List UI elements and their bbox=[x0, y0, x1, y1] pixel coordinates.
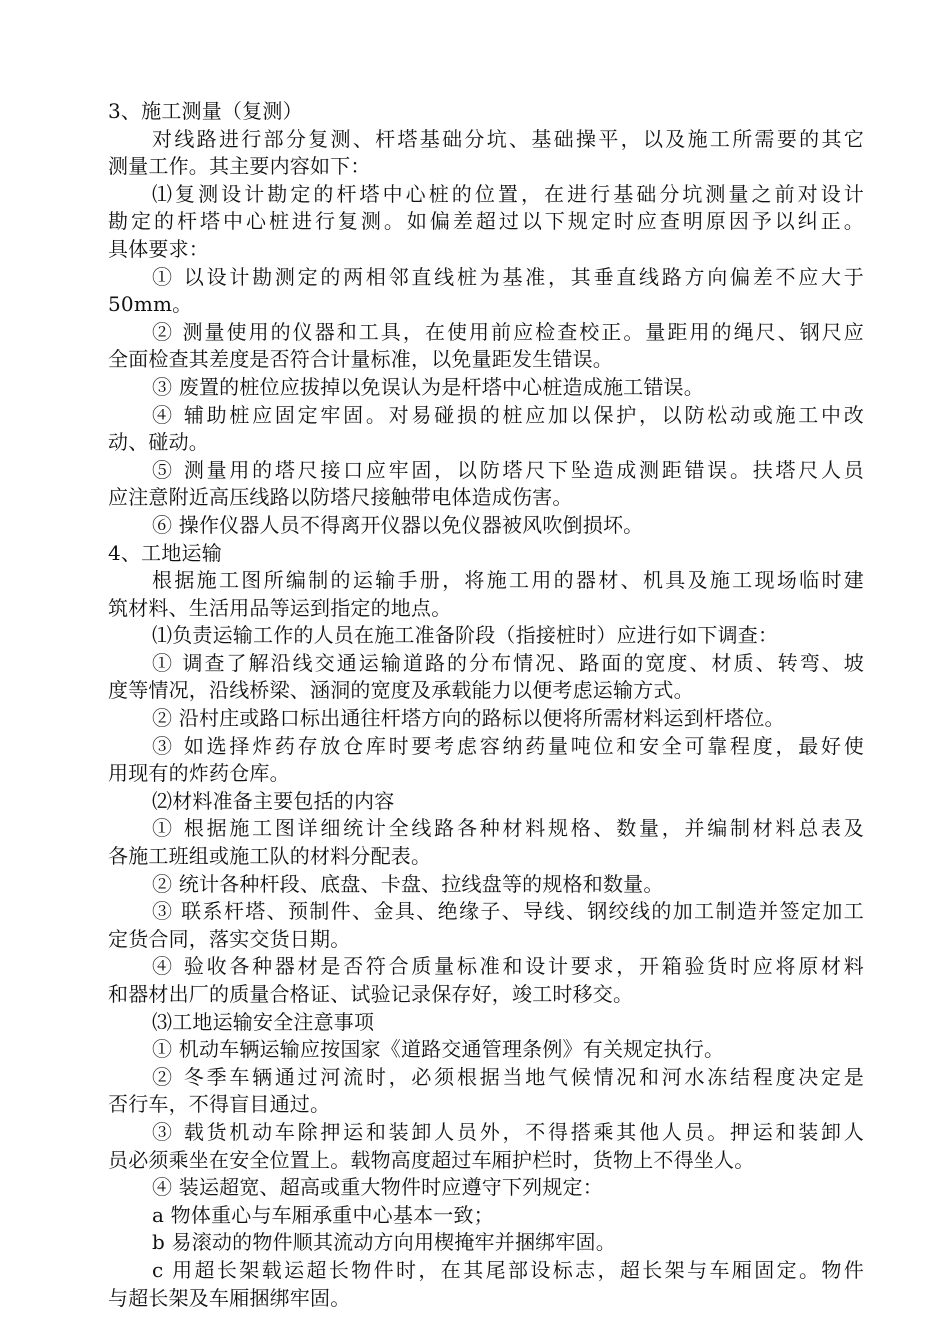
text-line: ⑵材料准备主要包括的内容 bbox=[152, 788, 395, 813]
text-line: 否行车，不得盲目通过。 bbox=[108, 1092, 331, 1117]
text-line: ④ 辅助桩应固定牢固。对易碰损的桩应加以保护，以防松动或施工中改 bbox=[152, 402, 864, 427]
text-line: ⑴负责运输工作的人员在施工准备阶段（指接桩时）应进行如下调查： bbox=[152, 623, 779, 648]
text-line: ① 根据施工图详细统计全线路各种材料规格、数量，并编制材料总表及 bbox=[152, 816, 864, 841]
text-line: ② 统计各种杆段、底盘、卡盘、拉线盘等的规格和数量。 bbox=[152, 871, 664, 896]
text-line: c 用超长架载运超长物件时，在其尾部设标志，超长架与车厢固定。物件 bbox=[152, 1257, 864, 1282]
text-line: ⑤ 测量用的塔尺接口应牢固，以防塔尺下坠造成测距错误。扶塔尺人员 bbox=[152, 457, 864, 482]
text-line: 具体要求： bbox=[108, 236, 209, 261]
text-line: 和器材出厂的质量合格证、试验记录保存好，竣工时移交。 bbox=[108, 982, 634, 1006]
text-line: 勘定的杆塔中心桩进行复测。如偏差超过以下规定时应查明原因予以纠正。 bbox=[108, 209, 864, 234]
text-line: ④ 验收各种器材是否符合质量标准和设计要求，开箱验货时应将原材料 bbox=[152, 954, 864, 979]
text-line: ③ 联系杆塔、预制件、金具、绝缘子、导线、钢绞线的加工制造并签定加工 bbox=[152, 899, 864, 924]
text-line: ① 以设计勘测定的两相邻直线桩为基准，其垂直线路方向偏差不应大于 bbox=[152, 264, 864, 289]
text-line: 全面检查其差度是否符合计量标准，以免量距发生错误。 bbox=[108, 347, 613, 372]
text-line: ⑥ 操作仪器人员不得离开仪器以免仪器被风吹倒损坏。 bbox=[152, 512, 644, 537]
text-line: ④ 装运超宽、超高或重大物件时应遵守下列规定： bbox=[152, 1175, 603, 1200]
document-body bbox=[108, 98, 864, 1312]
text-line: 与超长架及车厢捆绑牢固。 bbox=[108, 1285, 351, 1310]
text-line: ② 测量使用的仪器和工具，在使用前应检查校正。量距用的绳尺、钢尺应 bbox=[152, 319, 864, 344]
text-line: ② 冬季车辆通过河流时，必须根据当地气候情况和河水冻结程度决定是 bbox=[152, 1064, 864, 1089]
text-line: ③ 废置的桩位应拔掉以免误认为是杆塔中心桩造成施工错误。 bbox=[152, 374, 704, 399]
text-line: 测量工作。其主要内容如下： bbox=[108, 154, 371, 179]
text-line: 度等情况，沿线桥梁、涵洞的宽度及承载能力以便考虑运输方式。 bbox=[108, 678, 694, 703]
text-line: ③ 载货机动车除押运和装卸人员外，不得搭乘其他人员。押运和装卸人 bbox=[152, 1119, 864, 1144]
text-line: 筑材料、生活用品等运到指定的地点。 bbox=[108, 595, 452, 620]
text-line: ② 沿村庄或路口标出通往杆塔方向的路标以便将所需材料运到杆塔位。 bbox=[152, 706, 785, 731]
text-line: 根据施工图所编制的运输手册，将施工用的器材、机具及施工现场临时建 bbox=[152, 568, 864, 593]
text-line: 50mm。 bbox=[108, 292, 193, 317]
text-line: 应注意附近高压线路以防塔尺接触带电体造成伤害。 bbox=[108, 485, 573, 510]
text-line: 对线路进行部分复测、杆塔基础分坑、基础操平，以及施工所需要的其它 bbox=[152, 126, 864, 151]
text-line: ⑴复测设计勘定的杆塔中心桩的位置，在进行基础分坑测量之前对设计 bbox=[152, 181, 864, 206]
text-line: 员必须乘坐在安全位置上。载物高度超过车厢护栏时，货物上不得坐人。 bbox=[108, 1147, 755, 1172]
text-line: 3、施工测量（复测） bbox=[108, 99, 303, 123]
text-line: ① 机动车辆运输应按国家《道路交通管理条例》有关规定执行。 bbox=[152, 1037, 725, 1062]
text-line: a 物体重心与车厢承重中心基本一致； bbox=[152, 1202, 494, 1227]
text-line: b 易滚动的物件顺其流动方向用楔掩牢并捆绑牢固。 bbox=[152, 1230, 616, 1255]
text-line: ① 调查了解沿线交通运输道路的分布情况、路面的宽度、材质、转弯、坡 bbox=[152, 650, 864, 675]
text-line: 动、碰动。 bbox=[108, 430, 209, 455]
text-line: 定货合同，落实交货日期。 bbox=[108, 926, 351, 951]
text-line: 用现有的炸药仓库。 bbox=[108, 761, 290, 786]
text-line: ⑶工地运输安全注意事项 bbox=[152, 1009, 375, 1034]
text-line: ③ 如选择炸药存放仓库时要考虑容纳药量吨位和安全可靠程度，最好使 bbox=[152, 733, 864, 758]
text-line: 各施工班组或施工队的材料分配表。 bbox=[108, 844, 432, 869]
text-line: 4、工地运输 bbox=[108, 540, 222, 565]
